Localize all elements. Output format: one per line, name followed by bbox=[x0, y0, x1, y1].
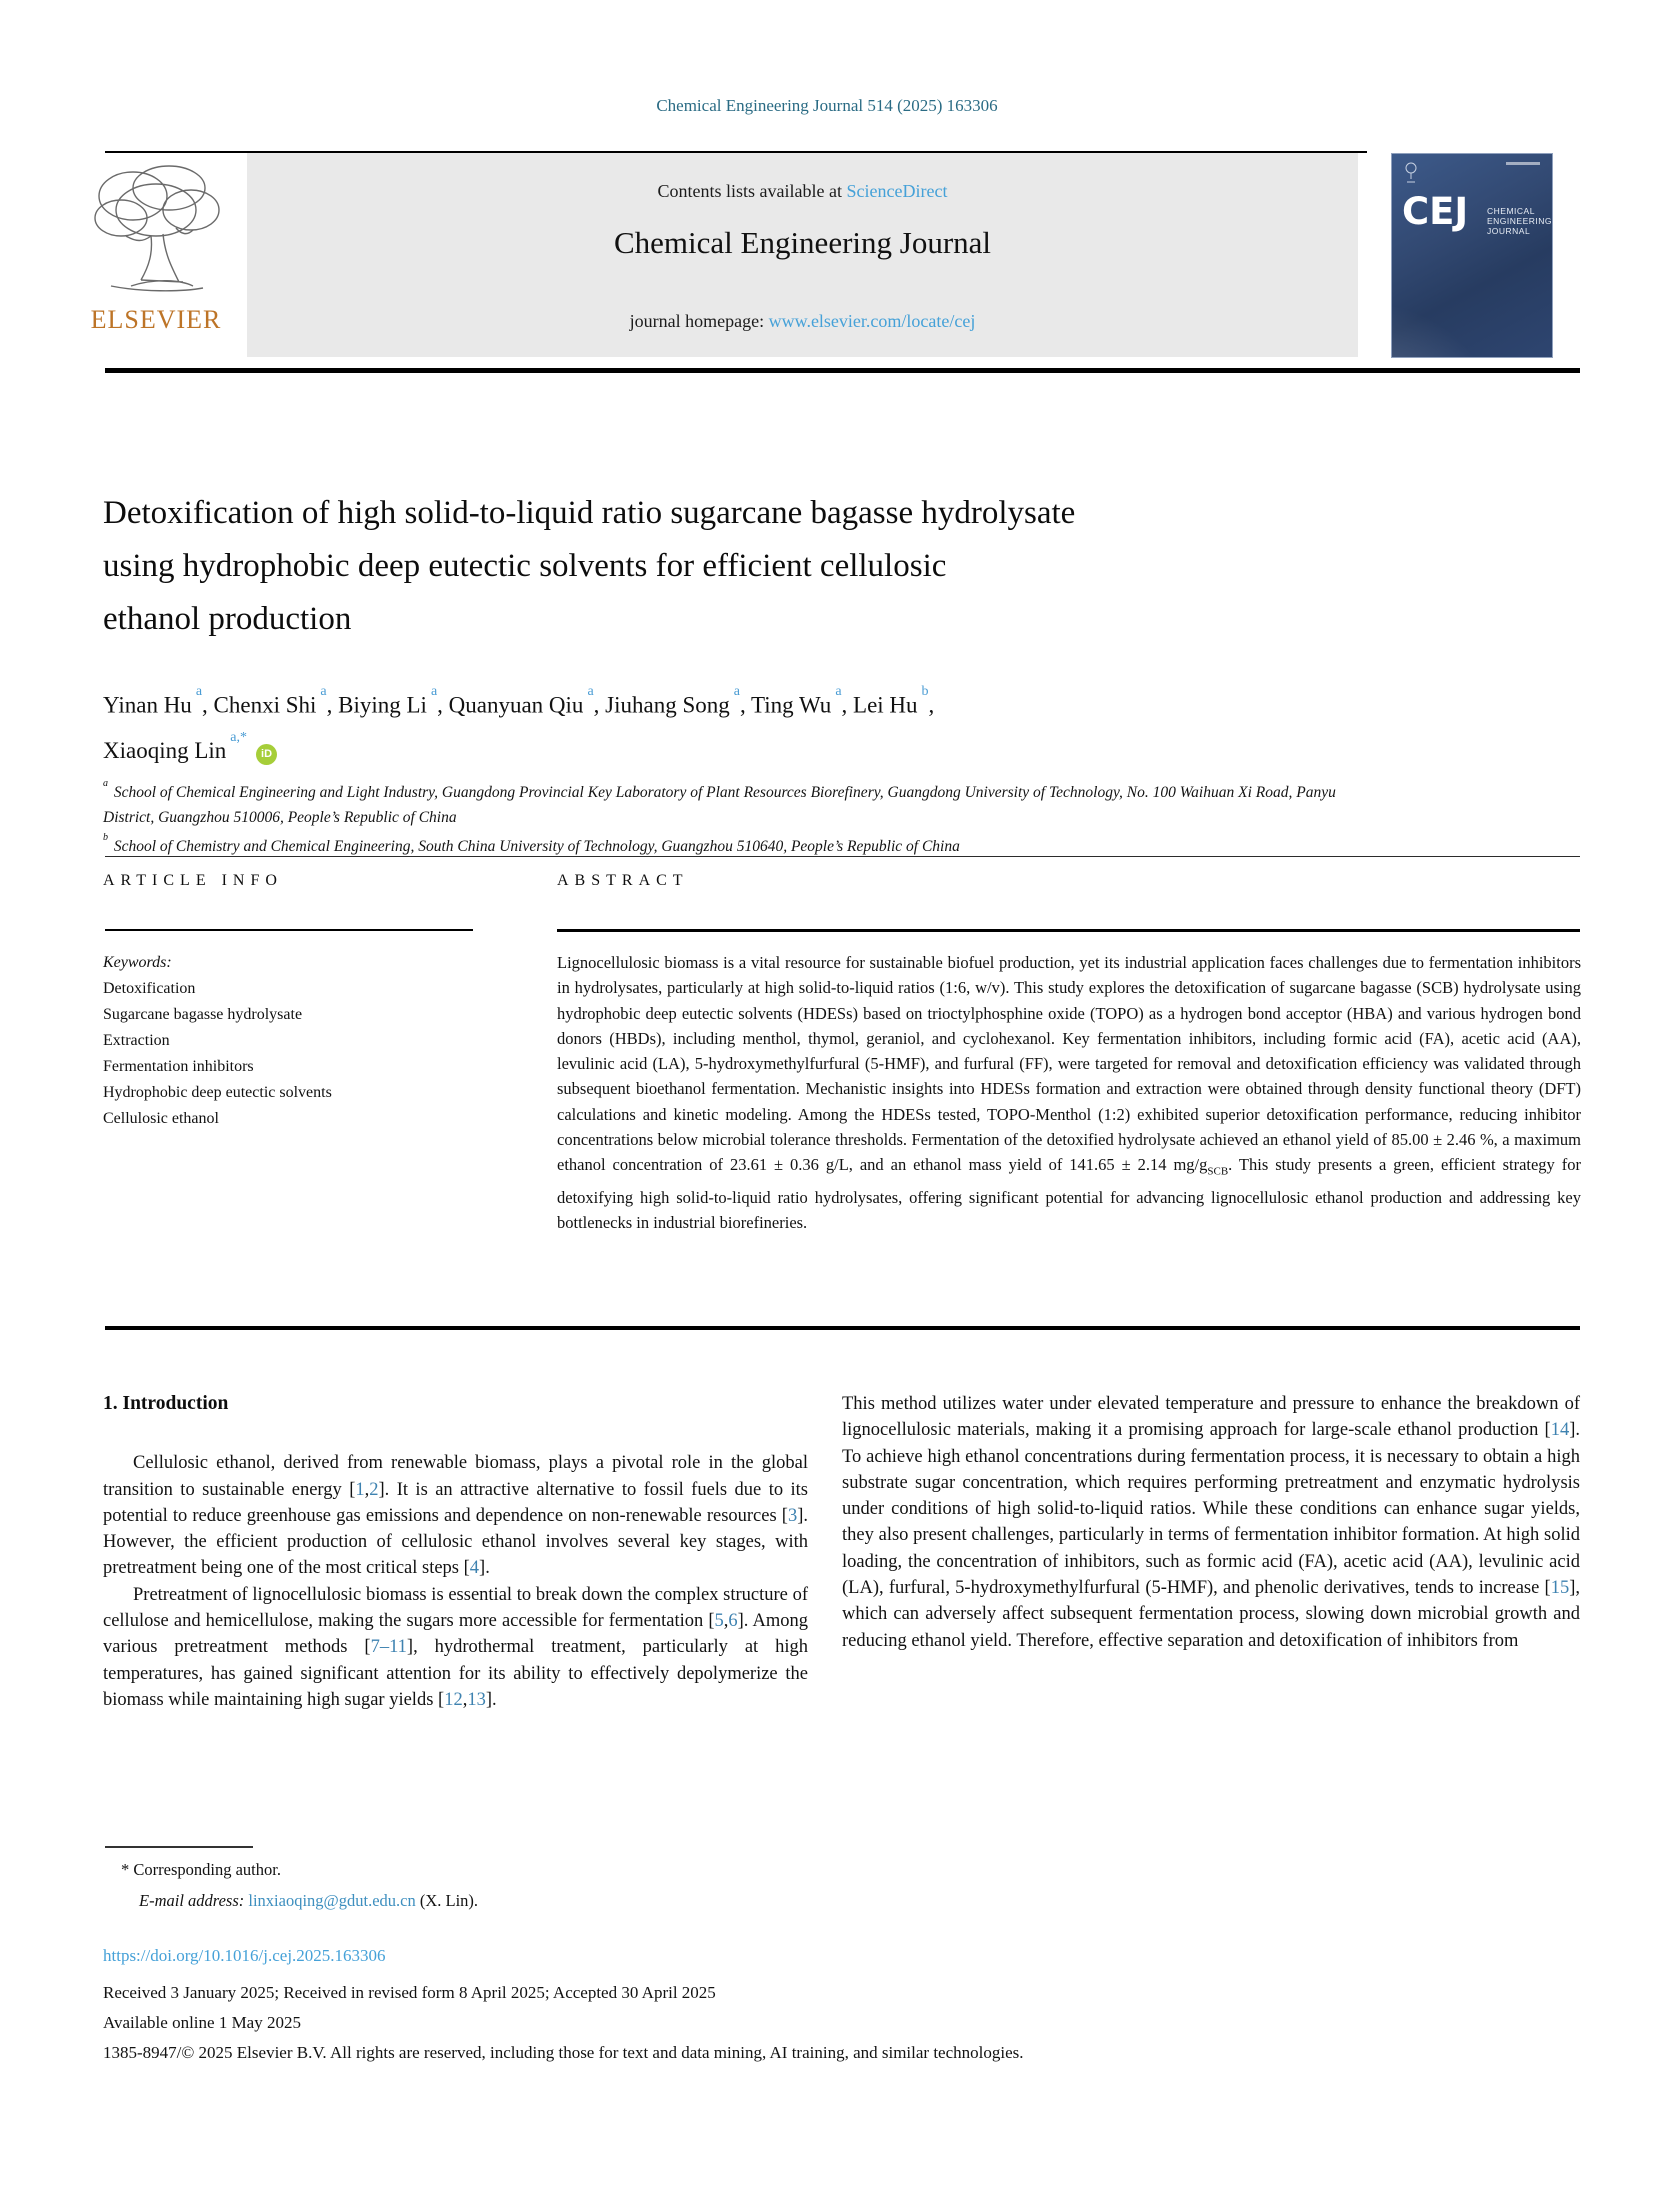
intro-paragraph-3: This method utilizes water under elevated temperature and pressure to enhance the breakdown of lignocellulosic materials, making it a promising approach for large-scale ethanol production [14]. To achieve high ethanol concentrations during fermentation process, it is necessary to obtain a high substrate sugar concentration, which requires performing pretreatment and enzymatic hydrolysis under conditions of high solid-to-liquid ratios. While these conditions can enhance sugar yields, they also present challenges, particularly in terms of fermentation inhibitor formation. At high solid loading, the concentration of inhibitors, such as formic acid (FA), acetic acid (AA), levulinic acid (LA), furfural, 5-hydroxymethylfurfural (5-HMF), and phenolic derivatives, tends to increase [15], which can adversely affect subsequent fermentation process, slowing down microbial growth and reducing ethanol yield. Therefore, effective separation and detoxification of inhibitors from bbox=[842, 1394, 1580, 1651]
superscript-label: a bbox=[320, 684, 327, 699]
citation-ref[interactable]: 5 bbox=[714, 1611, 724, 1632]
citation-ref[interactable]: 3 bbox=[787, 1505, 798, 1526]
abstract-bottom-rule bbox=[105, 1326, 1580, 1330]
keywords-block bbox=[103, 950, 523, 1132]
email-label: E-mail address: bbox=[139, 1891, 245, 1910]
superscript-label: a bbox=[430, 684, 438, 699]
author-line-2 bbox=[103, 726, 1453, 772]
article-title bbox=[103, 487, 1253, 646]
corresponding-text: Corresponding author. bbox=[129, 1860, 281, 1879]
abstract-text: Lignocellulosic biomass is a vital resource for sustainable biofuel production, yet its industrial application faces challenges due to fermentation inhibitors in hydrolysates, particularly at high solid-to-liquid ratios (1:6, w/v). This study explores the detoxification of sugarcane bagasse (SCB) hydrolysate using hydrophobic deep eutectic solvents (HDESs) based on trioctylphosphine oxide (TOPO) as a hydrogen bond acceptor (HBA) and various hydrogen bond donors (HBDs), including menthol, thymol, geraniol, and cyclohexanol. Key fermentation inhibitors, including formic acid (FA), acetic acid (AA), levulinic acid (LA), 5-hydroxymethylfurfural (5-HMF), and furfural (FF), were targeted for removal and detoxification efficiency was validated through subsequent bioethanol fermentation. Mechanistic insights into HDESs formation and extraction were obtained through density functional theory (DFT) calculations and kinetic modeling. Among the HDESs tested, TOPO-Menthol (1:2) exhibited superior detoxification performance, reducing inhibitor concentrations below microbial tolerance thresholds. Fermentation of the detoxified hydrolysate achieved an ethanol yield of 85.00 ± 2.46 %, a maximum ethanol concentration of 23.61 ± 0.36 g/L, and an ethanol mass yield of 141.65 ± 2.14 $mg/g_{SCB}$. This study presents a green, efficient strategy for detoxifying high solid-to-liquid ratio hydrolysates, offering significant potential for advancing lignocellulosic ethanol production and addressing key bottlenecks in industrial biorefineries. bbox=[557, 953, 1581, 1233]
doi-link[interactable] bbox=[103, 1946, 386, 1966]
cover-name-line: ENGINEERING bbox=[1487, 216, 1553, 226]
keyword-item: Detoxification bbox=[103, 980, 196, 997]
introduction-heading: 1. Introduction bbox=[103, 1393, 229, 1414]
orcid-icon[interactable]: iD bbox=[256, 744, 277, 765]
superscript-label: a bbox=[103, 778, 108, 789]
superscript-label: a bbox=[733, 684, 740, 699]
homepage-label: journal homepage: bbox=[629, 311, 769, 331]
citation-ref[interactable]: 15 bbox=[1550, 1578, 1570, 1599]
homepage-line bbox=[247, 311, 1358, 332]
subscript-label: SCB bbox=[1207, 1165, 1229, 1178]
superscript-label: b bbox=[921, 684, 929, 699]
affiliations bbox=[103, 776, 1373, 859]
citation-ref[interactable]: 4 bbox=[469, 1558, 480, 1579]
footnote-rule bbox=[105, 1846, 253, 1848]
keyword-item: Cellulosic ethanol bbox=[103, 1110, 219, 1127]
cover-journal-name bbox=[1487, 206, 1552, 236]
superscript-label: a,* bbox=[230, 729, 248, 745]
citation-ref[interactable]: 13 bbox=[467, 1689, 486, 1710]
sciencedirect-link[interactable]: ScienceDirect bbox=[846, 181, 948, 201]
citation-ref[interactable]: 2 bbox=[369, 1479, 379, 1500]
received-dates: Received 3 January 2025; Received in revised form 8 April 2025; Accepted 30 April 2025 bbox=[103, 1983, 716, 2002]
article-title-line: Detoxification of high solid-to-liquid ratio sugarcane bagasse hydrolysate bbox=[103, 495, 1076, 531]
elsevier-wordmark: ELSEVIER bbox=[90, 305, 222, 334]
abstract-heading: ABSTRACT bbox=[557, 872, 689, 889]
email-suffix: (X. Lin). bbox=[415, 1891, 479, 1910]
citation-ref[interactable]: 7–11 bbox=[370, 1637, 407, 1658]
article-info-rule bbox=[105, 929, 473, 931]
footnote-star: * bbox=[121, 1860, 130, 1879]
elsevier-logo-block[interactable] bbox=[78, 158, 234, 335]
citation-ref[interactable]: 12 bbox=[444, 1689, 463, 1710]
journal-title: Chemical Engineering Journal bbox=[613, 225, 992, 260]
author-line-1: Yinan Hu$^a$, Chenxi Shi$^a$, Biying Li$^a$, Quanyuan Qiu$^a$, Jiuhang Song$^a$, Ting Wu$^a$, Lei Hu$^b$, bbox=[103, 684, 935, 718]
article-title-line: using hydrophobic deep eutectic solvents for efficient cellulosic bbox=[103, 548, 947, 584]
citation-ref[interactable]: 6 bbox=[728, 1611, 738, 1632]
superscript-label: a bbox=[195, 684, 203, 699]
superscript-label: a bbox=[587, 684, 594, 699]
affiliation-a: $^a$ School of Chemical Engineering and Light Industry, Guangdong Provincial Key Laboratory of Plant Resources Biorefinery, Guangdong University of Technology, No. 100 Waihuan Xi Road, Panyu District, Guangzhou 510006, People’s Republic of China bbox=[103, 778, 1336, 827]
body-column-right bbox=[842, 1391, 1580, 1713]
issn-copyright: 1385-8947/© 2025 Elsevier B.V. All rights are reserved, including those for text and data mining, AI training, and similar technologies. bbox=[103, 2043, 1024, 2062]
intro-paragraph-1: Cellulosic ethanol, derived from renewable biomass, plays a pivotal role in the global transition to sustainable energy [1,2]. It is an attractive alternative to fossil fuels due to its potential to reduce greenhouse gas emissions and dependence on non-renewable resources [3]. However, the efficient production of cellulosic ethanol involves several key stages, with pretreatment being one of the most critical steps [4]. bbox=[103, 1453, 808, 1579]
cover-cej-logo: CEJ bbox=[1402, 190, 1469, 233]
author-list bbox=[103, 680, 1453, 771]
corresponding-author-note bbox=[121, 1860, 281, 1880]
available-online: Available online 1 May 2025 bbox=[103, 2013, 301, 2032]
contents-prefix: Contents lists available at bbox=[657, 181, 847, 201]
journal-cover-thumbnail[interactable] bbox=[1391, 153, 1553, 358]
email-line bbox=[139, 1891, 478, 1911]
superscript-label: b bbox=[103, 832, 108, 844]
cover-mini-elsevier-icon bbox=[1403, 161, 1419, 190]
affiliation-b: $^b$ School of Chemistry and Chemical Engineering, South China University of Technology, Guangzhou 510640, People’s Republic of China bbox=[103, 832, 960, 856]
citation-ref[interactable]: 1 bbox=[355, 1479, 365, 1500]
article-title-line: ethanol production bbox=[103, 601, 352, 637]
doi-url[interactable]: https://doi.org/10.1016/j.cej.2025.163306 bbox=[103, 1946, 386, 1965]
journal-banner bbox=[247, 153, 1358, 357]
abstract-rule bbox=[557, 929, 1580, 932]
homepage-url-link[interactable]: www.elsevier.com/locate/cej bbox=[768, 311, 976, 331]
intro-paragraph-2: Pretreatment of lignocellulosic biomass is essential to break down the complex structure of cellulose and hemicellulose, making the sugars more accessible for fermentation [5,6]. Among various pretreatment methods [7–11], hydrothermal treatment, particularly at high temperatures, has gained significant attention for its ability to effectively depolymerize the biomass while maintaining high sugar yields [12,13]. bbox=[103, 1584, 808, 1710]
cover-issue-info-bar bbox=[1506, 162, 1540, 165]
contents-line bbox=[247, 181, 1358, 202]
cover-name-line: JOURNAL bbox=[1487, 226, 1531, 236]
keyword-item: Hydrophobic deep eutectic solvents bbox=[103, 1084, 332, 1101]
keyword-item: Sugarcane bagasse hydrolysate bbox=[103, 1006, 303, 1023]
body-column-left bbox=[103, 1391, 808, 1713]
banner-bottom-rule bbox=[105, 368, 1580, 373]
cover-name-line: CHEMICAL bbox=[1487, 206, 1535, 216]
keywords-label: Keywords: bbox=[103, 954, 172, 971]
corresponding-author: Xiaoqing Lin$^{a,*}$ bbox=[103, 729, 248, 764]
affiliation-divider-rule bbox=[105, 856, 1580, 857]
elsevier-tree-icon bbox=[81, 287, 231, 304]
keyword-item: Extraction bbox=[103, 1032, 170, 1049]
citation-ref[interactable]: 14 bbox=[1550, 1420, 1570, 1441]
article-info-heading: ARTICLE INFO bbox=[103, 872, 283, 889]
keyword-item: Fermentation inhibitors bbox=[103, 1058, 254, 1075]
running-head-citation: Chemical Engineering Journal 514 (2025) 163306 bbox=[656, 96, 998, 115]
email-link[interactable]: linxiaoqing@gdut.edu.cn bbox=[244, 1891, 416, 1910]
introduction-section bbox=[103, 1391, 1580, 1713]
superscript-label: a bbox=[835, 684, 842, 699]
